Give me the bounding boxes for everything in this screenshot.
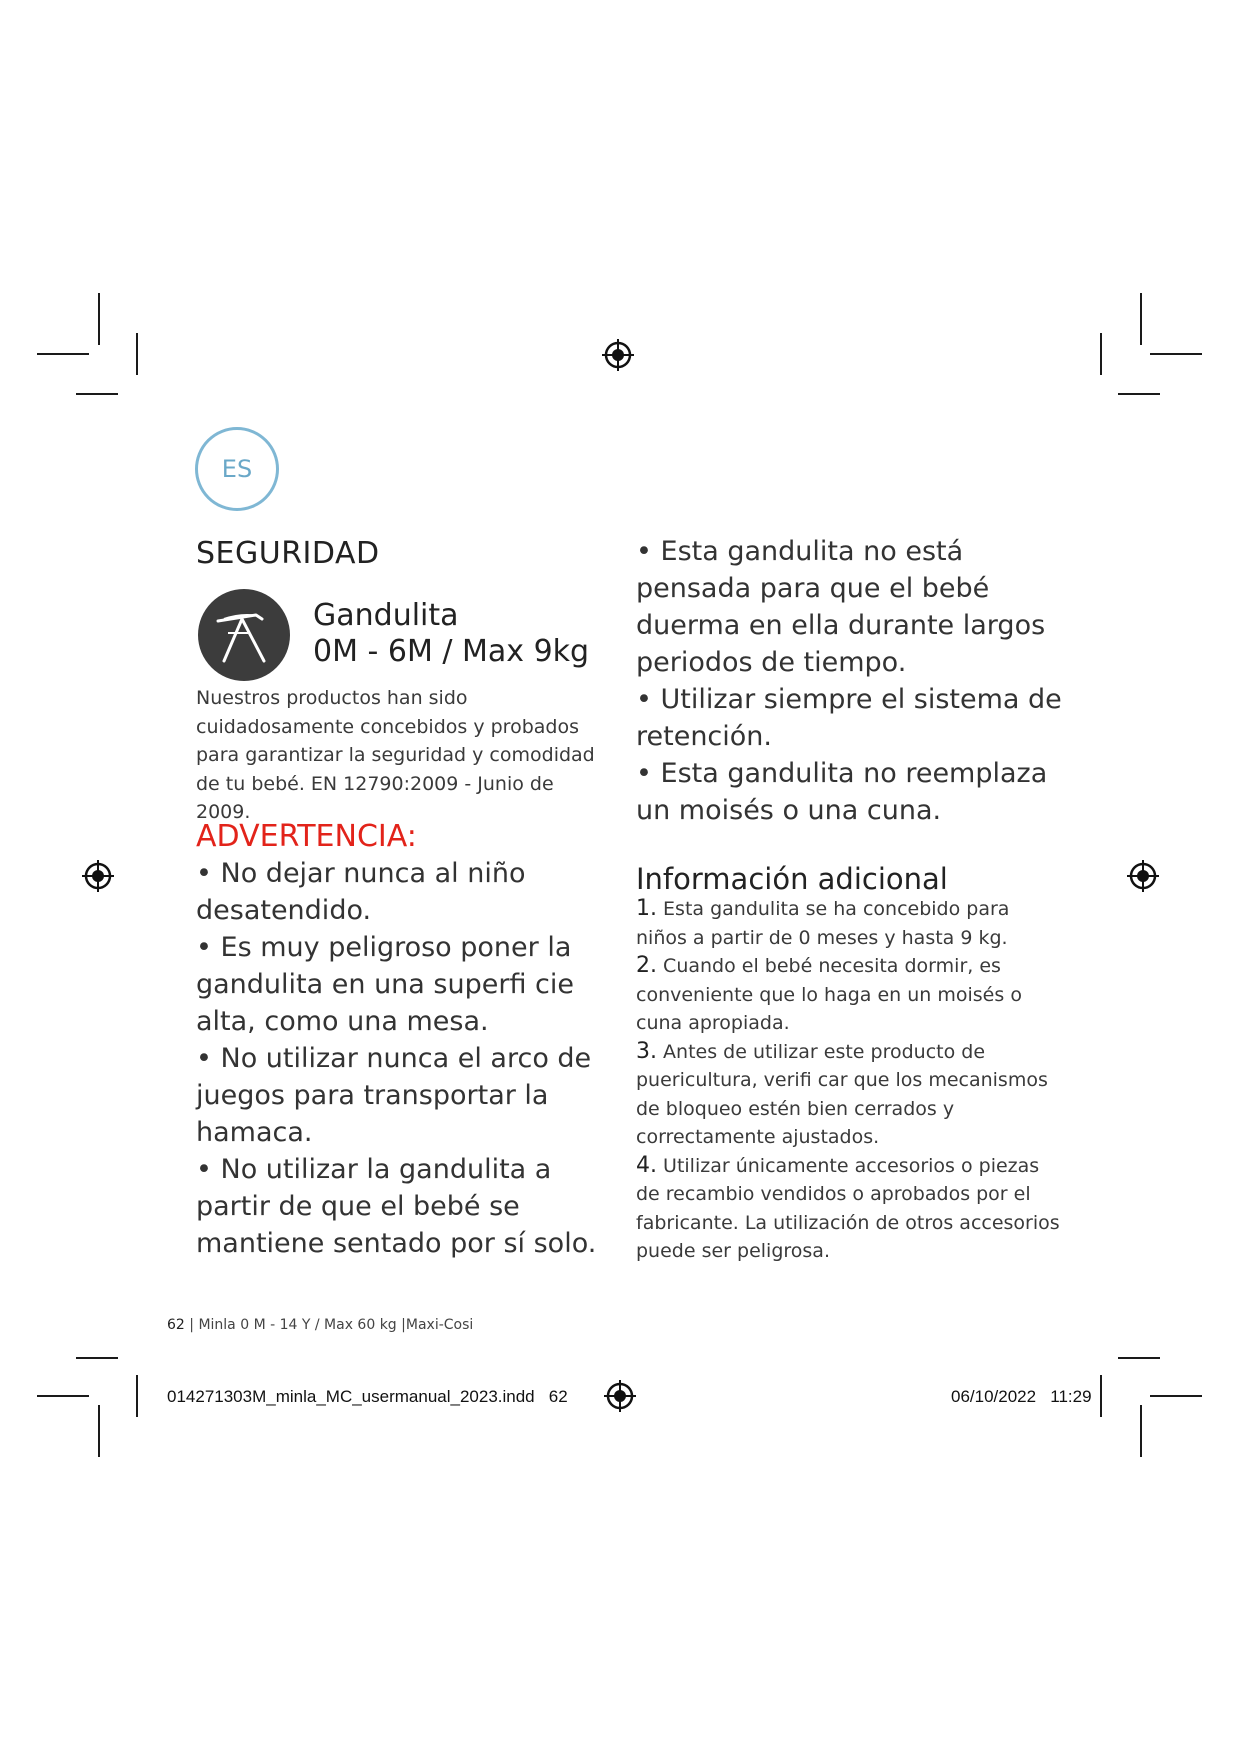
product-name: Gandulita: [313, 598, 459, 633]
footer-brand: Maxi-Cosi: [405, 1317, 474, 1333]
bouncer-icon: [198, 589, 290, 681]
info-number: 3.: [636, 1038, 657, 1064]
crop-mark: [136, 333, 138, 375]
slug-datetime: 06/10/2022 11:29: [951, 1387, 1092, 1406]
info-number: 4.: [636, 1152, 657, 1178]
crop-mark: [37, 353, 89, 355]
warning-item: • Utilizar siempre el sistema de retención.: [636, 684, 1062, 752]
info-number: 2.: [636, 953, 657, 978]
crop-mark: [98, 1405, 100, 1457]
registration-mark-icon: [80, 858, 116, 894]
crop-mark: [1100, 1375, 1102, 1417]
registration-mark-icon: [1125, 858, 1161, 894]
crop-mark: [1118, 393, 1160, 395]
info-item: [636, 895, 1066, 952]
crop-mark: [136, 1375, 138, 1417]
footer-separator: |: [396, 1317, 406, 1333]
language-code: ES: [221, 455, 253, 483]
registration-mark-icon: [600, 337, 636, 373]
info-text: Cuando el bebé necesita dormir, es conveniente que lo haga en un moisés o cuna apropiada.: [636, 955, 1022, 1034]
footer-separator: |: [184, 1317, 199, 1333]
warning-item: • No utilizar nunca el arco de juegos para transportar la hamaca.: [196, 1043, 592, 1148]
info-list: [636, 895, 1066, 1266]
warning-list: [196, 855, 606, 1262]
page-footer: [167, 1317, 473, 1333]
warning-item: • Esta gandulita no está pensada para que el bebé duerma en ella durante largos periodos de tiempo.: [636, 536, 1046, 678]
crop-mark: [1100, 333, 1102, 375]
crop-mark: [1118, 1357, 1160, 1359]
info-item: [636, 1152, 1066, 1266]
crop-mark: [76, 1357, 118, 1359]
page-number: 62: [167, 1317, 185, 1333]
info-item: [636, 952, 1066, 1038]
info-text: Utilizar únicamente accesorios o piezas de recambio vendidos o aprobados por el fabricante. La utilización de otros accesorios puede ser peligrosa.: [636, 1154, 1060, 1262]
warning-item: • Esta gandulita no reemplaza un moisés o una cuna.: [636, 758, 1048, 826]
info-title: Información adicional: [636, 862, 948, 896]
crop-mark: [1150, 353, 1202, 355]
crop-mark: [76, 393, 118, 395]
warning-item: • Es muy peligroso poner la gandulita en una superfi cie alta, como una mesa.: [196, 932, 574, 1037]
footer-text: Minla 0 M - 14 Y / Max 60 kg: [198, 1317, 397, 1333]
warning-list-continued: [636, 533, 1066, 829]
info-text: Antes de utilizar este producto de puericultura, verifi car que los mecanismos de bloqueo estén bien cerrados y correctamente ajustados.: [636, 1040, 1048, 1148]
registration-mark-icon: [602, 1378, 638, 1414]
crop-mark: [37, 1395, 89, 1397]
slug-filename: 014271303M_minla_MC_usermanual_2023.indd 62: [167, 1387, 568, 1406]
info-text: Esta gandulita se ha concebido para niños a partir de 0 meses y hasta 9 kg.: [636, 898, 1010, 949]
warning-item: • No utilizar la gandulita a partir de que el bebé se mantiene sentado por sí solo.: [196, 1154, 597, 1259]
crop-mark: [1140, 293, 1142, 345]
language-badge: [195, 427, 279, 511]
warning-title: ADVERTENCIA:: [196, 819, 417, 854]
crop-mark: [1140, 1405, 1142, 1457]
product-age-weight: 0M - 6M / Max 9kg: [313, 634, 590, 669]
crop-mark: [98, 293, 100, 345]
info-number: 1.: [636, 896, 657, 921]
section-title: SEGURIDAD: [196, 536, 380, 571]
info-item: [636, 1038, 1066, 1152]
warning-item: • No dejar nunca al niño desatendido.: [196, 858, 526, 926]
crop-mark: [1150, 1395, 1202, 1397]
intro-text: Nuestros productos han sido cuidadosamente concebidos y probados para garantizar la seguridad y comodidad de tu bebé. EN 12790:2009 - Junio de 2009.: [196, 687, 595, 823]
